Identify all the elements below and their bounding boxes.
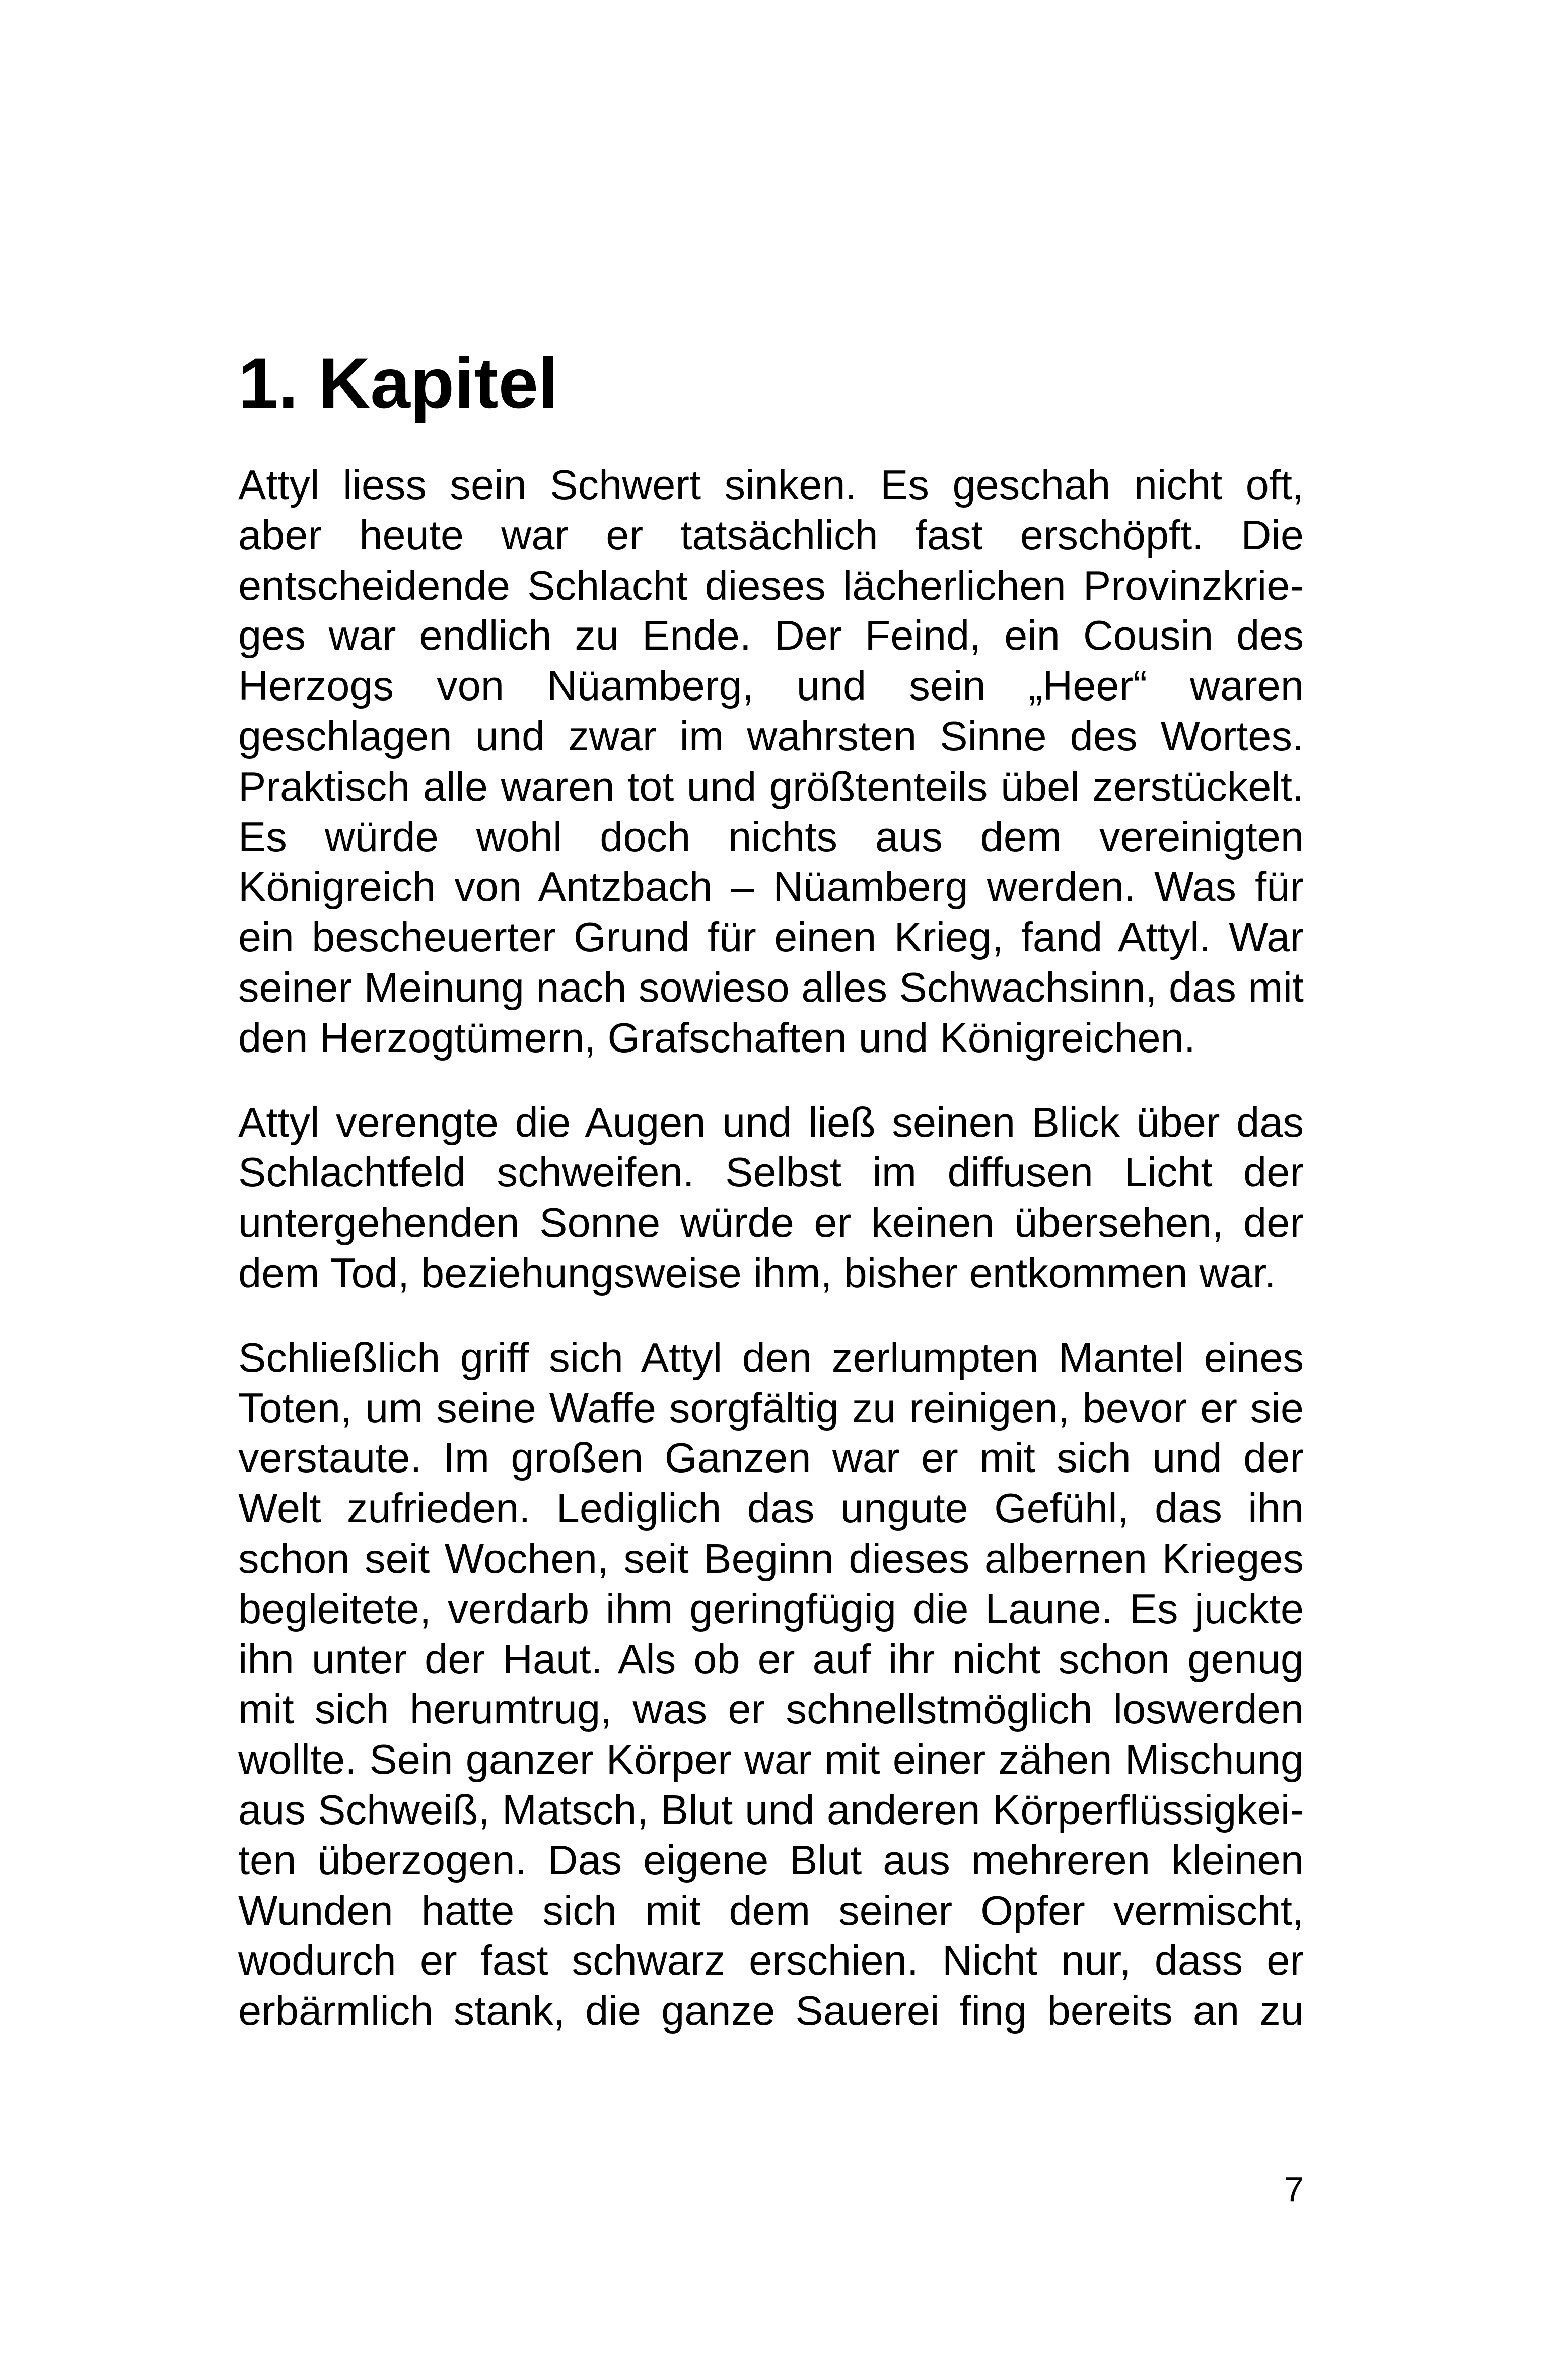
chapter-title: 1. Kapitel <box>238 343 558 424</box>
paragraph-3: Schließlich griff sich Attyl den zerlumpten Mantel eines Toten, um seine Waffe sorgfältig zu reinigen, bevor er sie verstaute. Im großen Ganzen war er mit sich und der Welt zufrieden. Lediglich das ungute Gefühl, das ihn schon seit Wochen, seit Beginn dieses albernen Krieges begleitete, verdarb ihm geringfügig die Laune. Es juckte ihn unter der Haut. Als ob er auf ihr nicht schon genug mit sich herumtrug, was er schnellstmöglich loswerden wollte. Sein ganzer Körper war mit einer zähen Mischung aus Schweiß, Matsch, Blut und anderen Körperflüssigkeiten überzogen. Das eigene Blut aus mehreren kleinen Wunden hatte sich mit dem seiner Opfer vermischt, wodurch er fast schwarz erschien. Nicht nur, dass er erbärmlich stank, die ganze Sauerei fing bereits an zu <box>238 1334 1304 2035</box>
page-number: 7 <box>1284 2169 1304 2209</box>
page-content <box>238 343 1304 2036</box>
paragraph-1: Attyl liess sein Schwert sinken. Es geschah nicht oft, aber heute war er tatsächlich fast erschöpft. Die entscheidende Schlacht dieses lächerlichen Provinzkrieges war endlich zu Ende. Der Feind, ein Cousin des Herzogs von Nüamberg, und sein „Heer“ waren geschlagen und zwar im wahrsten Sinne des Wortes. Praktisch alle waren tot und größtenteils übel zerstückelt. Es würde wohl doch nichts aus dem vereinigten Königreich von Antzbach – Nüamberg werden. Was für ein bescheuerter Grund für einen Krieg, fand Attyl. War seiner Meinung nach sowieso alles Schwachsinn, das mit den Herzogtümern, Grafschaften und Königreichen. <box>238 461 1304 1061</box>
paragraph-2: Attyl verengte die Augen und ließ seinen Blick über das Schlachtfeld schweifen. Selbst im diffusen Licht der untergehenden Sonne würde er keinen übersehen, der dem Tod, beziehungsweise ihm, bisher entkommen war. <box>238 1098 1304 1296</box>
